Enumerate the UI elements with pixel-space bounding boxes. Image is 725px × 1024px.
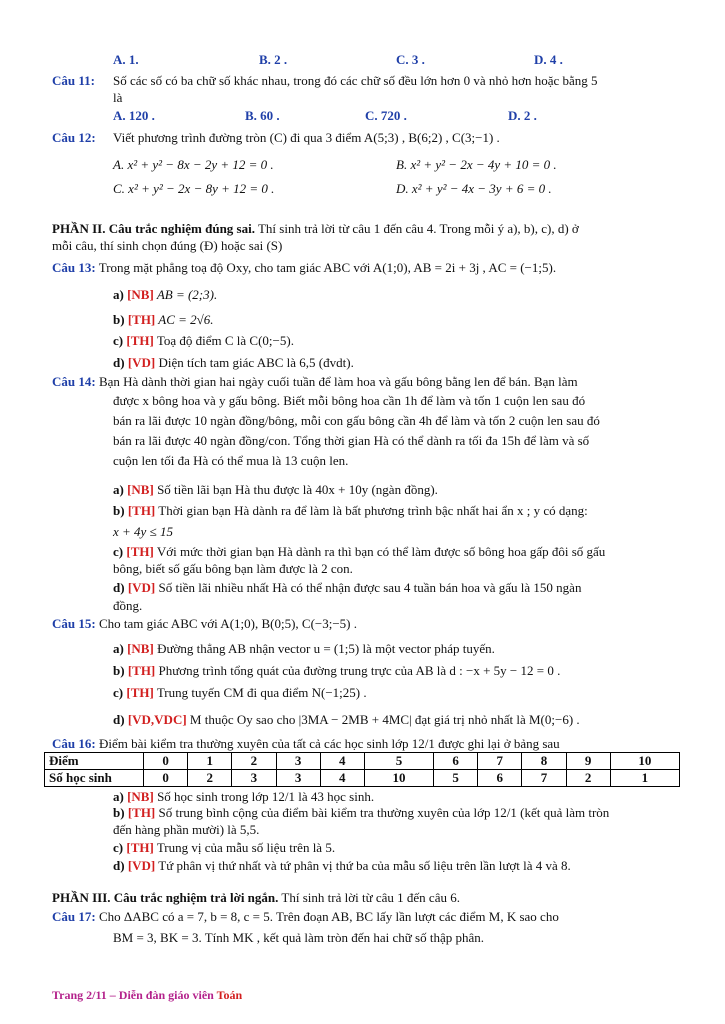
- q15-text: Cho tam giác ABC với A(1;0), B(0;5), C(−3;−5) .: [95, 616, 358, 631]
- q13-a-tag: [NB]: [127, 287, 154, 302]
- part3-title: PHẦN III. Câu trắc nghiệm trả lời ngắn.: [52, 890, 279, 905]
- table-cell: 9: [566, 753, 610, 770]
- q14-d-tag: [VD]: [127, 580, 156, 595]
- table-cell: 7: [522, 770, 566, 787]
- q12-option-d: D. x² + y² − 4x − 3y + 6 = 0 .: [396, 181, 552, 196]
- q11-text-cont: là: [113, 90, 123, 105]
- q13-item-d: d) [VD] Diện tích tam giác ABC là 6,5 (đvdt).: [113, 355, 354, 370]
- q13-d-text: Diện tích tam giác ABC là 6,5 (đvdt).: [155, 355, 354, 370]
- table-cell: 7: [478, 753, 522, 770]
- q14-text-2: được x bông hoa và y gấu bông. Biết mỗi bông hoa cần 1h để làm và tốn 1 cuộn len sau đó: [113, 393, 586, 408]
- q14-c-tag: [TH]: [126, 544, 154, 559]
- q16-a-tag: [NB]: [127, 789, 154, 804]
- q11-option-b: B. 60 .: [245, 108, 280, 123]
- q12-option-b: B. x² + y² − 2x − 4y + 10 = 0 .: [396, 157, 557, 172]
- q16-stem: [52, 736, 560, 752]
- q14-c-text: Với mức thời gian bạn Hà dành ra thì bạn có thể làm được số bông hoa gấp đôi số gấu: [153, 544, 606, 559]
- q16-b-text-cont: đến hàng phần mười) là 5,5.: [113, 822, 260, 837]
- q13-d-tag: [VD]: [127, 355, 156, 370]
- q17-text-cont: BM = 3, BK = 3. Tính MK , kết quả làm tròn đến hai chữ số thập phân.: [113, 930, 484, 945]
- q15-b-tag: [TH]: [127, 663, 156, 678]
- page-footer: [52, 988, 242, 1003]
- q14-b-text-cont: x + 4y ≤ 15: [113, 524, 173, 539]
- q13-item-c: c) [TH] Toạ độ điểm C là C(0;−5).: [113, 333, 294, 348]
- q15-item-c: c) [TH] Trung tuyến CM đi qua điểm N(−1;25) .: [113, 685, 367, 700]
- q14-text-3: bán ra lãi được 10 ngàn đồng/bông, mỗi con gấu bông cần 4h để làm và tốn 2 cuộn len sau đó: [113, 413, 600, 428]
- part3-instructions: Thí sinh trả lời từ câu 1 đến câu 6.: [278, 890, 460, 905]
- part2-heading: [52, 221, 579, 237]
- table-cell: 4: [320, 770, 364, 787]
- table-cell: 5: [434, 770, 478, 787]
- q15-c-tag: [TH]: [126, 685, 154, 700]
- q16-d-text: Tứ phân vị thứ nhất và tứ phân vị thứ ba của mẫu số liệu trên lần lượt là 4 và 8.: [155, 858, 571, 873]
- q14-stem: [52, 374, 578, 390]
- q10-option-d: D. 4 .: [534, 52, 563, 67]
- q11-text: Số các số có ba chữ số khác nhau, trong đó các chữ số đều lớn hơn 0 và nhỏ hơn hoặc bằng 5: [113, 73, 598, 88]
- q11-option-a: A. 120 .: [113, 108, 155, 123]
- q17-stem: [52, 909, 559, 925]
- q10-option-b: B. 2 .: [259, 52, 288, 67]
- q16-item-d: d) [VD] Tứ phân vị thứ nhất và tứ phân vị thứ ba của mẫu số liệu trên lần lượt là 4 và 8.: [113, 858, 571, 873]
- q16-item-b: b) [TH] Số trung bình cộng của điểm bài kiểm tra thường xuyên của lớp 12/1 (kết quả làm tròn: [113, 805, 610, 820]
- table-cell: 10: [610, 753, 679, 770]
- q14-b-text: Thời gian bạn Hà dành ra để làm là bất phương trình bậc nhất hai ẩn x ; y có dạng:: [155, 503, 588, 518]
- q13-c-tag: [TH]: [126, 333, 154, 348]
- q14-item-c: c) [TH] Với mức thời gian bạn Hà dành ra thì bạn có thể làm được số bông hoa gấp đôi số gấu: [113, 544, 606, 559]
- q17-text: Cho ΔABC có a = 7, b = 8, c = 5. Trên đoạn AB, BC lấy lần lượt các điểm M, K sao cho: [95, 909, 559, 924]
- q15-item-a: a) [NB] Đường thẳng AB nhận vector u = (1;5) là một vector pháp tuyến.: [113, 641, 495, 656]
- q13-item-a: a) [NB] AB = (2;3).: [113, 287, 218, 302]
- q13-label: Câu 13:: [52, 260, 96, 275]
- q13-a-text: AB = (2;3).: [153, 287, 218, 302]
- q14-d-text-cont: đồng.: [113, 598, 143, 613]
- q15-b-text: Phương trình tổng quát của đường trung trực của AB là d : −x + 5y − 12 = 0 .: [155, 663, 561, 678]
- q11-option-c: C. 720 .: [365, 108, 407, 123]
- q15-item-d: d) [VD,VDC] M thuộc Oy sao cho |3MA − 2MB + 4MC| đạt giá trị nhỏ nhất là M(0;−6) .: [113, 712, 580, 727]
- q12-text: Viết phương trình đường tròn (C) đi qua 3 điểm A(5;3) , B(6;2) , C(3;−1) .: [113, 130, 500, 145]
- table-header-count: Số học sinh: [45, 770, 144, 787]
- footer-separator: –: [106, 988, 119, 1002]
- table-cell: 1: [188, 753, 232, 770]
- part2-instructions: Thí sinh trả lời từ câu 1 đến câu 4. Trong mỗi ý a), b), c), d) ở: [254, 221, 579, 236]
- table-cell: 6: [434, 753, 478, 770]
- table-header-score: Điểm: [45, 753, 144, 770]
- table-cell: 3: [276, 770, 320, 787]
- q14-text-5: cuộn len tối đa Hà có thể mua là 13 cuộn len.: [113, 453, 349, 468]
- q14-a-tag: [NB]: [127, 482, 154, 497]
- table-cell: 1: [610, 770, 679, 787]
- q14-text-1: Bạn Hà dành thời gian hai ngày cuối tuần để làm hoa và gấu bông bằng len để bán. Bạn làm: [95, 374, 578, 389]
- table-cell: 0: [144, 753, 188, 770]
- q10-option-c: C. 3 .: [396, 52, 425, 67]
- q10-option-a: A. 1.: [113, 52, 139, 67]
- q14-b-tag: [TH]: [127, 503, 156, 518]
- table-cell: 10: [364, 770, 433, 787]
- q11-label: Câu 11:: [52, 73, 95, 88]
- q13-stem: [52, 260, 556, 276]
- q14-item-d: d) [VD] Số tiền lãi nhiều nhất Hà có thể nhận được sau 4 tuần bán hoa và gấu là 150 ngàn: [113, 580, 582, 595]
- q16-text: Điểm bài kiểm tra thường xuyên của tất cả các học sinh lớp 12/1 được ghi lại ở bảng sau: [95, 736, 560, 751]
- q15-stem: [52, 616, 357, 632]
- part2-instructions-cont: mỗi câu, thí sinh chọn đúng (Đ) hoặc sai (S): [52, 238, 283, 253]
- q16-a-text: Số học sinh trong lớp 12/1 là 43 học sinh.: [153, 789, 375, 804]
- part3-heading: [52, 890, 460, 906]
- q15-label: Câu 15:: [52, 616, 96, 631]
- q14-d-text: Số tiền lãi nhiều nhất Hà có thể nhận được sau 4 tuần bán hoa và gấu là 150 ngàn: [155, 580, 582, 595]
- q14-label: Câu 14:: [52, 374, 96, 389]
- footer-subject: Toán: [216, 988, 243, 1002]
- q13-b-tag: [TH]: [127, 312, 156, 327]
- q13-c-text: Toạ độ điểm C là C(0;−5).: [153, 333, 294, 348]
- table-cell: 5: [364, 753, 433, 770]
- q14-a-text: Số tiền lãi bạn Hà thu được là 40x + 10y (ngàn đồng).: [153, 482, 438, 497]
- q16-c-tag: [TH]: [126, 840, 154, 855]
- table-cell: 8: [522, 753, 566, 770]
- table-cell: 6: [478, 770, 522, 787]
- q13-b-text: AC = 2√6.: [155, 312, 214, 327]
- table-cell: 3: [232, 770, 276, 787]
- q12-label: Câu 12:: [52, 130, 96, 145]
- part2-title: PHẦN II. Câu trắc nghiệm đúng sai.: [52, 221, 255, 236]
- page-number: Trang 2/11: [52, 988, 107, 1002]
- q16-label: Câu 16:: [52, 736, 96, 751]
- q15-d-tag: [VD,VDC]: [127, 712, 187, 727]
- q16-b-tag: [TH]: [127, 805, 156, 820]
- q15-item-b: b) [TH] Phương trình tổng quát của đường trung trực của AB là d : −x + 5y − 12 = 0 .: [113, 663, 561, 678]
- q14-item-a: a) [NB] Số tiền lãi bạn Hà thu được là 40x + 10y (ngàn đồng).: [113, 482, 438, 497]
- q12-option-a: A. x² + y² − 8x − 2y + 12 = 0 .: [113, 157, 274, 172]
- footer-forum: Diễn đàn giáo viên: [118, 988, 217, 1002]
- q15-c-text: Trung tuyến CM đi qua điểm N(−1;25) .: [153, 685, 367, 700]
- q13-text: Trong mặt phẳng toạ độ Oxy, cho tam giác ABC với A(1;0), AB = 2i + 3j , AC = (−1;5).: [95, 260, 557, 275]
- table-cell: 0: [144, 770, 188, 787]
- table-row: [45, 753, 680, 770]
- q14-text-4: bán ra lãi được 40 ngàn đồng/con. Tổng thời gian Hà có thể dành ra tối đa 15h để làm và số: [113, 433, 590, 448]
- q11-option-d: D. 2 .: [508, 108, 537, 123]
- q16-d-tag: [VD]: [127, 858, 156, 873]
- scores-table: [44, 752, 680, 787]
- q16-c-text: Trung vị của mẫu số liệu trên là 5.: [153, 840, 336, 855]
- q16-item-c: c) [TH] Trung vị của mẫu số liệu trên là 5.: [113, 840, 336, 855]
- q16-b-text: Số trung bình cộng của điểm bài kiểm tra thường xuyên của lớp 12/1 (kết quả làm tròn: [155, 805, 610, 820]
- table-cell: 2: [232, 753, 276, 770]
- table-cell: 2: [188, 770, 232, 787]
- q16-item-a: a) [NB] Số học sinh trong lớp 12/1 là 43 học sinh.: [113, 789, 375, 804]
- q15-a-text: Đường thẳng AB nhận vector u = (1;5) là một vector pháp tuyến.: [153, 641, 495, 656]
- q13-item-b: b) [TH] AC = 2√6.: [113, 312, 214, 327]
- table-cell: 3: [276, 753, 320, 770]
- q12-option-c: C. x² + y² − 2x − 8y + 12 = 0 .: [113, 181, 275, 196]
- q17-label: Câu 17:: [52, 909, 96, 924]
- table-row: [45, 770, 680, 787]
- table-cell: 2: [566, 770, 610, 787]
- q14-item-b: b) [TH] Thời gian bạn Hà dành ra để làm là bất phương trình bậc nhất hai ẩn x ; y có dạng:: [113, 503, 588, 518]
- q15-d-text: M thuộc Oy sao cho |3MA − 2MB + 4MC| đạt giá trị nhỏ nhất là M(0;−6) .: [186, 712, 580, 727]
- table-cell: 4: [320, 753, 364, 770]
- q15-a-tag: [NB]: [127, 641, 154, 656]
- q14-c-text-cont: bông, biết số gấu bông bạn làm được là 2 con.: [113, 561, 353, 576]
